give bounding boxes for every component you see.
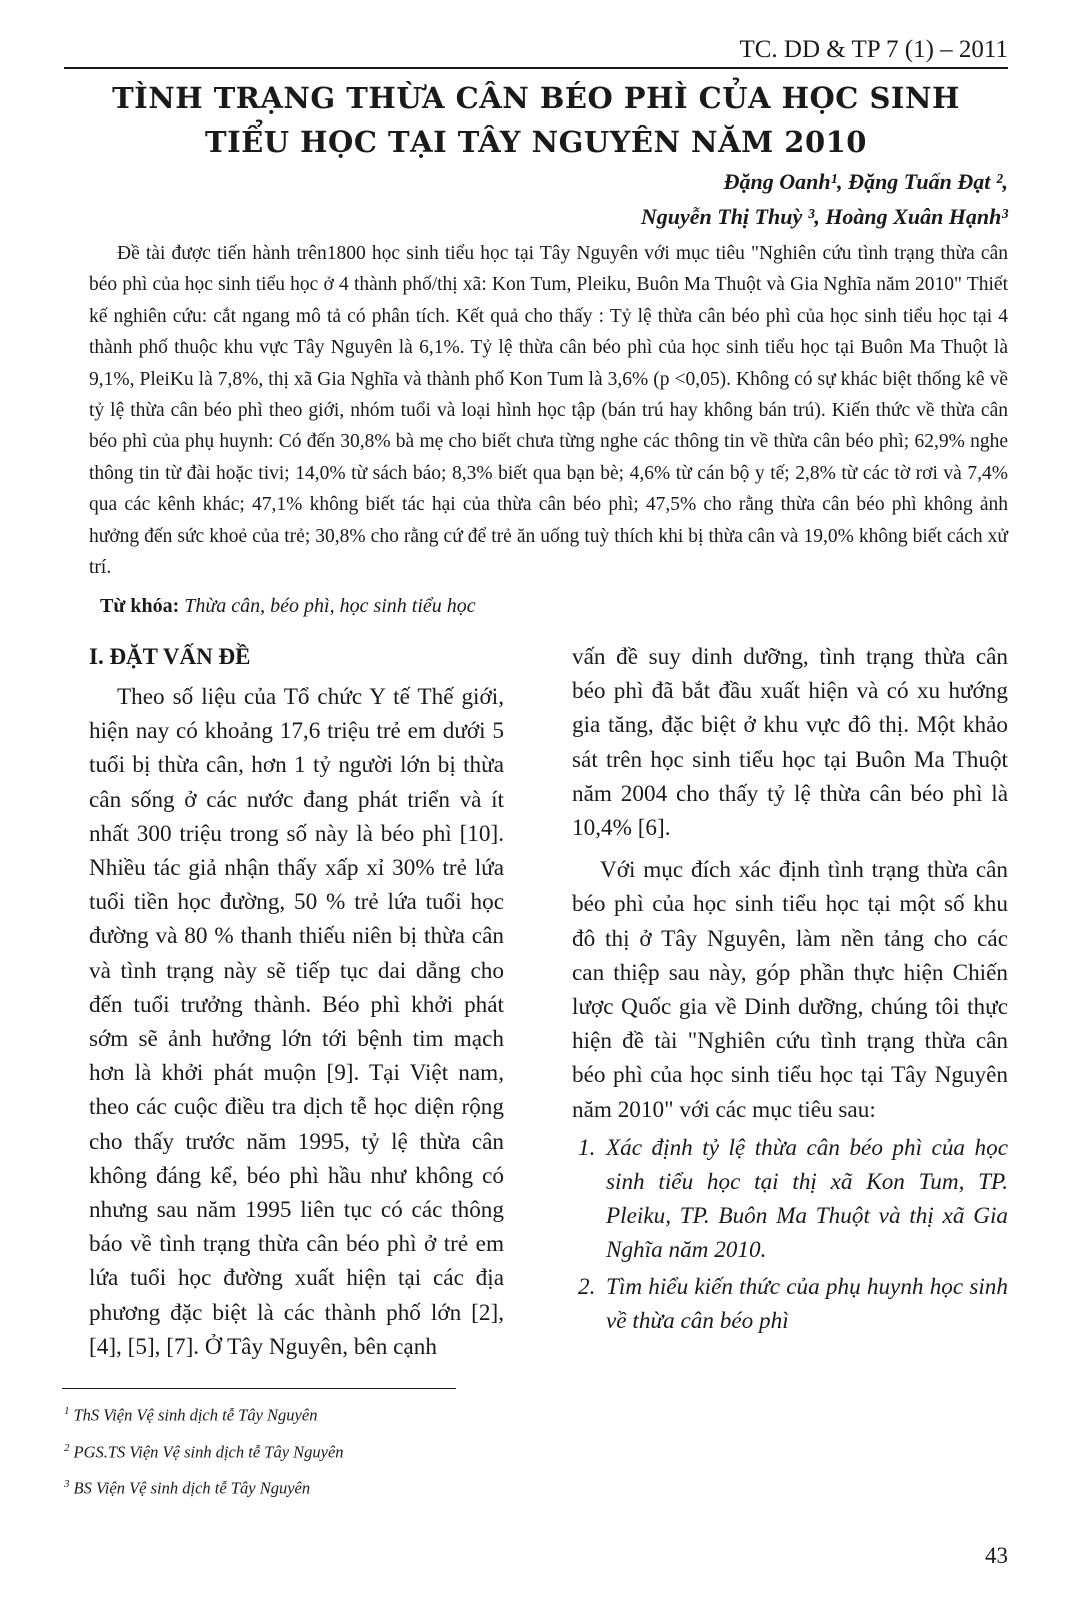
footnote-mark: 1 [64, 1405, 70, 1417]
title-line-1: TÌNH TRẠNG THỪA CÂN BÉO PHÌ CỦA HỌC SINH [112, 81, 960, 115]
footnote-rule [62, 1388, 456, 1389]
objective-number: 2. [578, 1273, 596, 1300]
footnotes [64, 1395, 344, 1505]
page-number: 43 [985, 1543, 1008, 1568]
keywords-text: Thừa cân, béo phì, học sinh tiểu học [184, 595, 476, 617]
footnote [64, 1395, 344, 1432]
section-heading: I. ĐẶT VẤN ĐỀ [89, 644, 251, 669]
title-line-2: TIỂU HỌC TẠI TÂY NGUYÊN NĂM 2010 [205, 125, 867, 159]
journal-header: TC. DD & TP 7 (1) – 2011 [739, 36, 1008, 63]
keywords-label: Từ khóa: [100, 595, 180, 617]
footnote-text: PGS.TS Viện Vệ sinh dịch tễ Tây Nguyên [73, 1442, 344, 1461]
objective-text: Tìm hiểu kiến thức của phụ huynh học sinh về thừa cân béo phì [606, 1273, 1008, 1334]
footnote-mark: 2 [64, 1441, 70, 1454]
body-paragraph-2: vấn đề suy dinh dưỡng, tình trạng thừa cân béo phì đã bắt đầu xuất hiện và có xu hướng gia tăng, đặc biệt ở khu vực đô thị. Một khảo sát trên học sinh tiểu học tại Buôn Ma Thuột năm 2004 cho thấy tỷ lệ thừa cân béo phì là 10,4% [6]. [572, 644, 1008, 842]
authors-line-2: Nguyễn Thị Thuỳ ³, Hoàng Xuân Hạnh³ [640, 204, 1008, 229]
keywords [100, 595, 476, 618]
right-column [572, 640, 1008, 1340]
body-paragraph-3: Với mục đích xác định tình trạng thừa cân béo phì của học sinh tiểu học tại một số khu đô thị ở Tây Nguyên, làm nền tảng cho các can thiệp sau này, góp phần thực hiện Chiến lược Quốc gia về Dinh dưỡng, chúng tôi thực hiện đề tài "Nghiên cứu tình trạng thừa cân béo phì của học sinh tiểu học tại Tây Nguyên năm 2010" với các mục tiêu sau: [572, 857, 1008, 1123]
objective-number: 1. [578, 1134, 596, 1161]
footnote [64, 1468, 344, 1505]
objectives-list [572, 1131, 1008, 1338]
objective-item [572, 1131, 1008, 1268]
abstract: Đề tài được tiến hành trên1800 học sinh tiểu học tại Tây Nguyên với mục tiêu "Nghiên cứu tình trạng thừa cân béo phì của học sinh tiểu học ở 4 thành phố/thị xã: Kon Tum, Pleiku, Buôn Ma Thuột và Gia Nghĩa năm 2010" Thiết kế nghiên cứu: cắt ngang mô tả có phân tích. Kết quả cho thấy : Tỷ lệ thừa cân béo phì của học sinh tiểu học tại 4 thành phố thuộc khu vực Tây Nguyên là 6,1%. Tỷ lệ thừa cân béo phì của học sinh tiểu học tại Buôn Ma Thuột là 9,1%, PleiKu là 7,8%, thị xã Gia Nghĩa và thành phố Kon Tum là 3,6% (p <0,05). Không có sự khác biệt thống kê về tỷ lệ thừa cân béo phì theo giới, nhóm tuổi và loại hình học tập (bán trú hay không bán trú). Kiến thức về thừa cân béo phì của phụ huynh: Có đến 30,8% bà mẹ cho biết chưa từng nghe các thông tin về thừa cân béo phì; 62,9% nghe thông tin từ đài hoặc tivi; 14,0% từ sách báo; 8,3% biết qua bạn bè; 4,6% từ cán bộ y tế; 2,8% từ các tờ rơi và 7,4% qua các kênh khác; 47,1% không biết tác hại của thừa cân béo phì; 47,5% cho rằng thừa cân béo phì không ảnh hưởng đến sức khoẻ của trẻ; 30,8% cho rằng cứ để trẻ ăn uống tuỳ thích khi bị thừa cân và 19,0% không biết cách xử trí. [89, 243, 1008, 579]
objective-item [572, 1270, 1008, 1338]
footnote-text: ThS Viện Vệ sinh dịch tễ Tây Nguyên [73, 1405, 318, 1425]
header-rule [64, 67, 1008, 69]
authors-line-1: Đặng Oanh¹, Đặng Tuấn Đạt ², [723, 169, 1008, 194]
footnote [64, 1432, 344, 1469]
body-paragraph-1: Theo số liệu của Tổ chức Y tế Thế giới, hiện nay có khoảng 17,6 triệu trẻ em dưới 5 tuổi bị thừa cân, hơn 1 tỷ người lớn bị thừa cân sống ở các nước đang phát triển và ít nhất 300 triệu trong số này là béo phì [10]. Nhiều tác giả nhận thấy xấp xỉ 30% trẻ lứa tuổi tiền học đường, 50 % trẻ lứa tuổi học đường và 80 % thanh thiếu niên bị thừa cân và tình trạng này sẽ tiếp tục dai dẳng cho đến tuổi trưởng thành. Béo phì khởi phát sớm sẽ ảnh hưởng lớn tới bệnh tim mạch hơn là khởi phát muộn [9]. Tại Việt nam, theo các cuộc điều tra dịch tễ học diện rộng cho thấy trước năm 1995, tỷ lệ thừa cân không đáng kể, béo phì hầu như không có nhưng sau năm 1995 liên tục có các thông báo về tình trạng thừa cân béo phì ở trẻ em lứa tuổi học đường xuất hiện tại các địa phương đặc biệt là các thành phố lớn [2], [4], [5], [7]. Ở Tây Nguyên, bên cạnh [89, 684, 504, 1360]
footnote-mark: 3 [64, 1478, 70, 1490]
objective-text: Xác định tỷ lệ thừa cân béo phì của học sinh tiểu học tại thị xã Kon Tum, TP. Pleiku, TP. Buôn Ma Thuột và thị xã Gia Nghĩa năm 2010. [606, 1134, 1008, 1264]
left-column [89, 640, 504, 1364]
author-list [641, 164, 1008, 234]
footnote-text: BS Viện Vệ sinh dịch tễ Tây Nguyên [73, 1478, 311, 1498]
article-title [64, 76, 1008, 164]
